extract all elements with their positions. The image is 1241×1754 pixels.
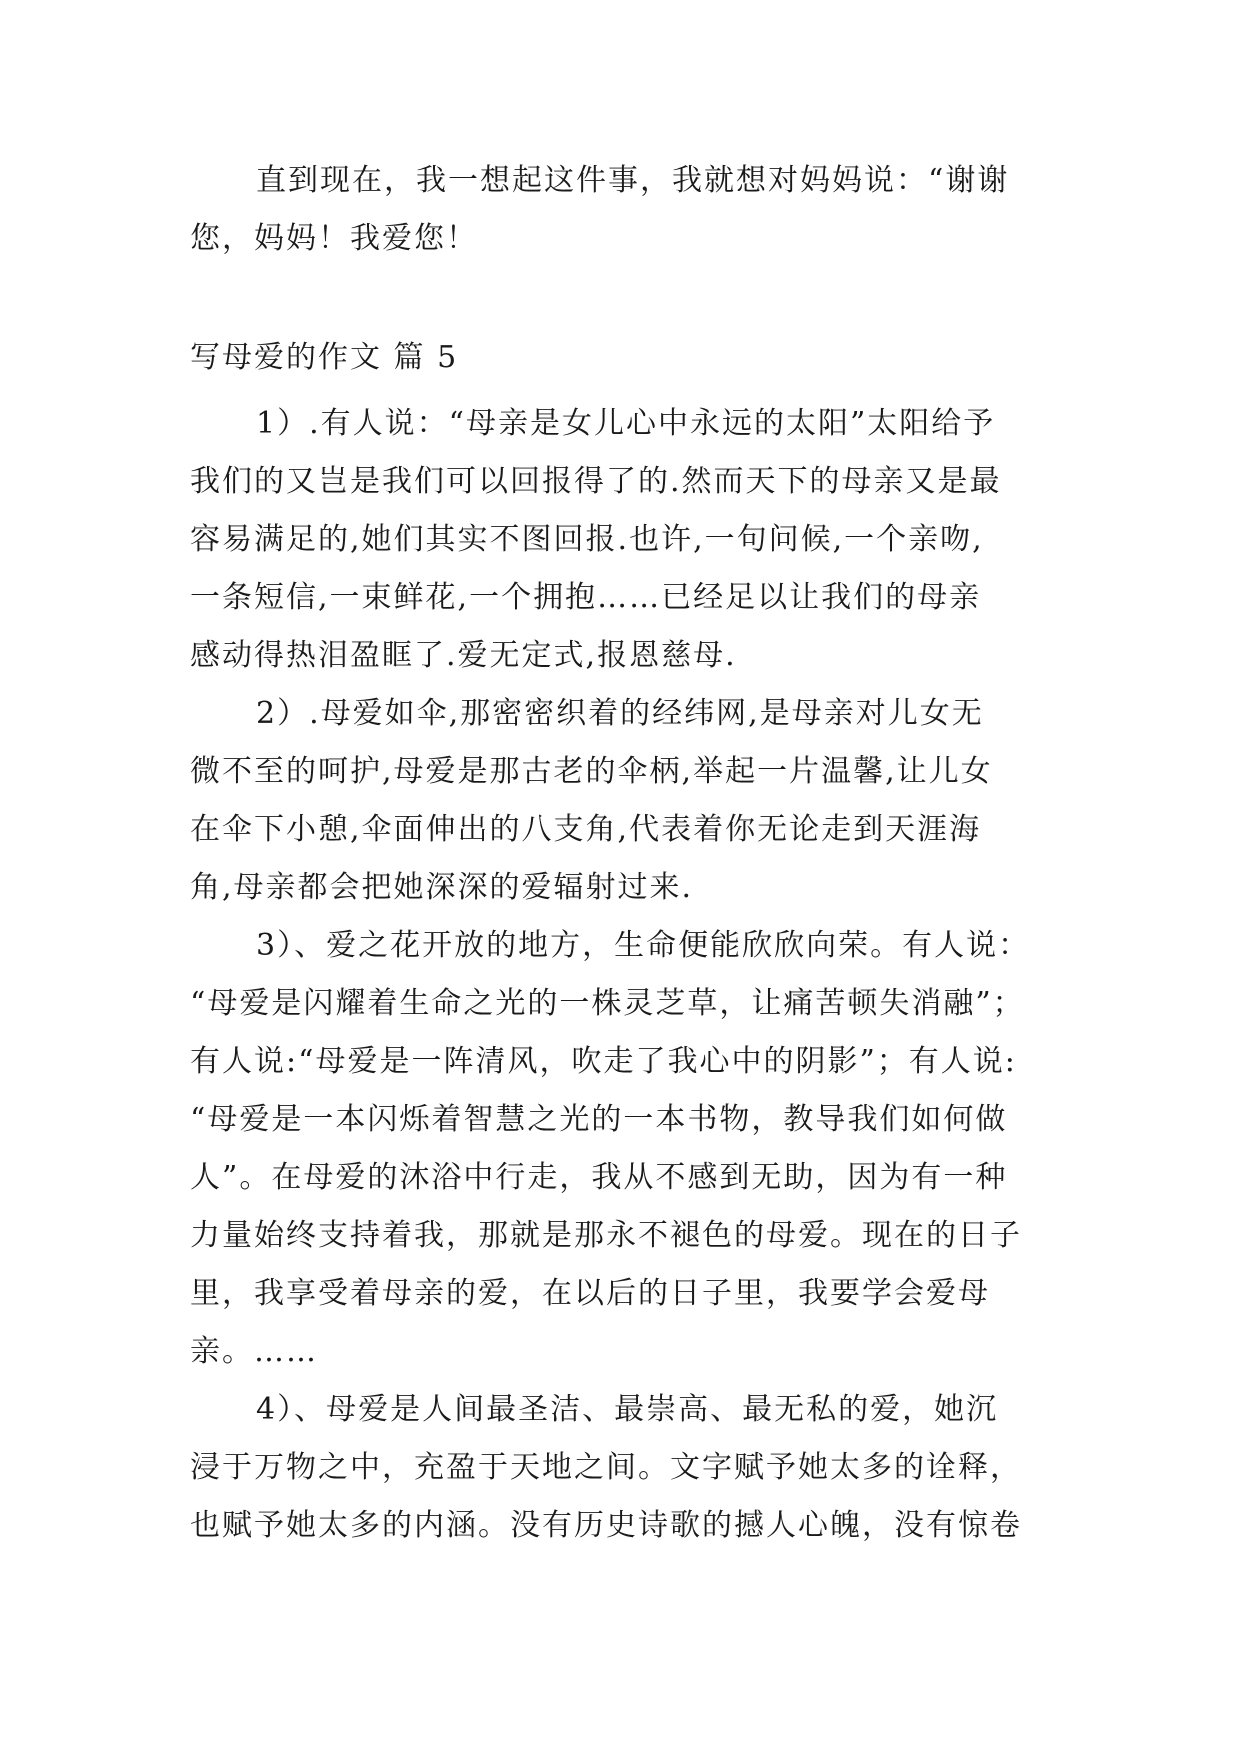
paragraph-1 [190, 395, 1090, 685]
section-heading: 写母爱的作文 篇 5 [190, 340, 459, 375]
paragraph-4 [190, 1381, 1090, 1555]
intro-paragraph [190, 152, 1090, 268]
paragraph-line: 2）.母爱如伞,那密密织着的经纬网,是母亲对儿女无 [256, 696, 984, 731]
paragraph-line: 直到现在，我一想起这件事，我就想对妈妈说：“谢谢 [256, 163, 1010, 198]
paragraph-2 [190, 685, 1090, 917]
paragraph-line: 感动得热泪盈眶了.爱无定式,报恩慈母. [190, 638, 737, 673]
paragraph-line: 4）、母爱是人间最圣洁、最崇高、最无私的爱，她沉 [256, 1392, 999, 1427]
paragraph-line: 浸于万物之中，充盈于天地之间。文字赋予她太多的诠释， [190, 1450, 1022, 1485]
paragraph-line: 角,母亲都会把她深深的爱辐射过来. [190, 870, 694, 905]
paragraph-line: 亲。…… [190, 1334, 318, 1369]
paragraph-line: 微不至的呵护,母爱是那古老的伞柄,举起一片温馨,让儿女 [190, 754, 993, 789]
paragraph-line: 1）.有人说：“母亲是女儿心中永远的太阳”太阳给予 [256, 406, 996, 441]
paragraph-line: “母爱是闪耀着生命之光的一株灵芝草，让痛苦顿失消融”； [190, 986, 1025, 1021]
paragraph-line: 力量始终支持着我，那就是那永不褪色的母爱。现在的日子 [190, 1218, 1022, 1253]
paragraph-line: 我们的又岂是我们可以回报得了的.然而天下的母亲又是最 [190, 464, 1002, 499]
paragraph-line: 有人说:“母爱是一阵清风，吹走了我心中的阴影”；有人说: [190, 1044, 1017, 1079]
paragraph-line: 也赋予她太多的内涵。没有历史诗歌的撼人心魄，没有惊卷 [190, 1508, 1022, 1543]
paragraph-line: 人”。在母爱的沐浴中行走，我从不感到无助，因为有一种 [190, 1160, 1008, 1195]
paragraph-line: “母爱是一本闪烁着智慧之光的一本书物，教导我们如何做 [190, 1102, 1008, 1137]
paragraph-3 [190, 917, 1090, 1381]
paragraph-line: 里，我享受着母亲的爱，在以后的日子里，我要学会爱母 [190, 1276, 990, 1311]
paragraph-line: 容易满足的,她们其实不图回报.也许,一句问候,一个亲吻, [190, 522, 984, 557]
paragraph-line: 一条短信,一束鲜花,一个拥抱……已经足以让我们的母亲 [190, 580, 982, 615]
paragraph-line: 您，妈妈！我爱您！ [190, 221, 478, 256]
paragraph-line: 在伞下小憩,伞面伸出的八支角,代表着你无论走到天涯海 [190, 812, 982, 847]
paragraph-line: 3）、爱之花开放的地方，生命便能欣欣向荣。有人说： [256, 928, 1031, 963]
